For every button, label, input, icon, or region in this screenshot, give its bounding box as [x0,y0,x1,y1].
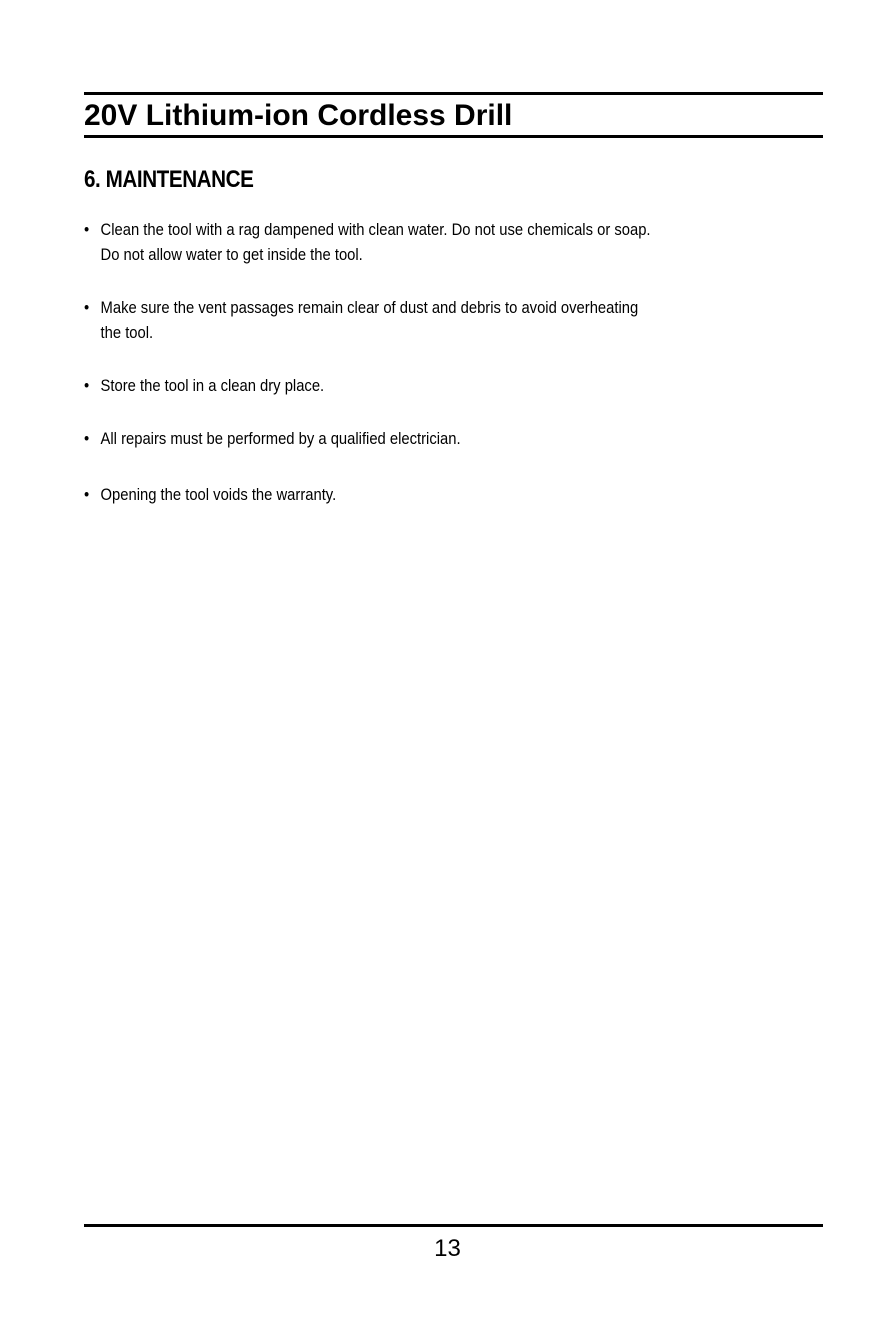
list-item [84,373,832,398]
bullet-icon: • [84,429,90,448]
list-item-text: Store the tool in a clean dry place. [100,376,325,395]
title-bottom-rule [84,135,823,138]
title-top-rule [84,92,823,95]
page-number: 13 [434,1235,461,1262]
footer-rule [84,1224,823,1227]
bullet-icon: • [84,298,90,317]
list-item-text: Make sure the vent passages remain clear of dust and debris to avoid overheating the tool. [100,298,639,342]
bullet-icon: • [84,376,90,395]
document-title: 20V Lithium-ion Cordless Drill [84,99,513,132]
bullet-icon: • [84,485,90,504]
list-item-text: Clean the tool with a rag dampened with clean water. Do not use chemicals or soap. Do not allow water to get inside the tool. [100,220,651,264]
list-item [84,295,832,345]
list-item-text: Opening the tool voids the warranty. [100,485,337,504]
list-item [84,217,832,267]
section-heading: 6. MAINTENANCE [84,166,254,193]
bullet-icon: • [84,220,90,239]
list-item [84,482,832,507]
list-item [84,426,832,451]
list-item-text: All repairs must be performed by a qualified electrician. [100,429,461,448]
